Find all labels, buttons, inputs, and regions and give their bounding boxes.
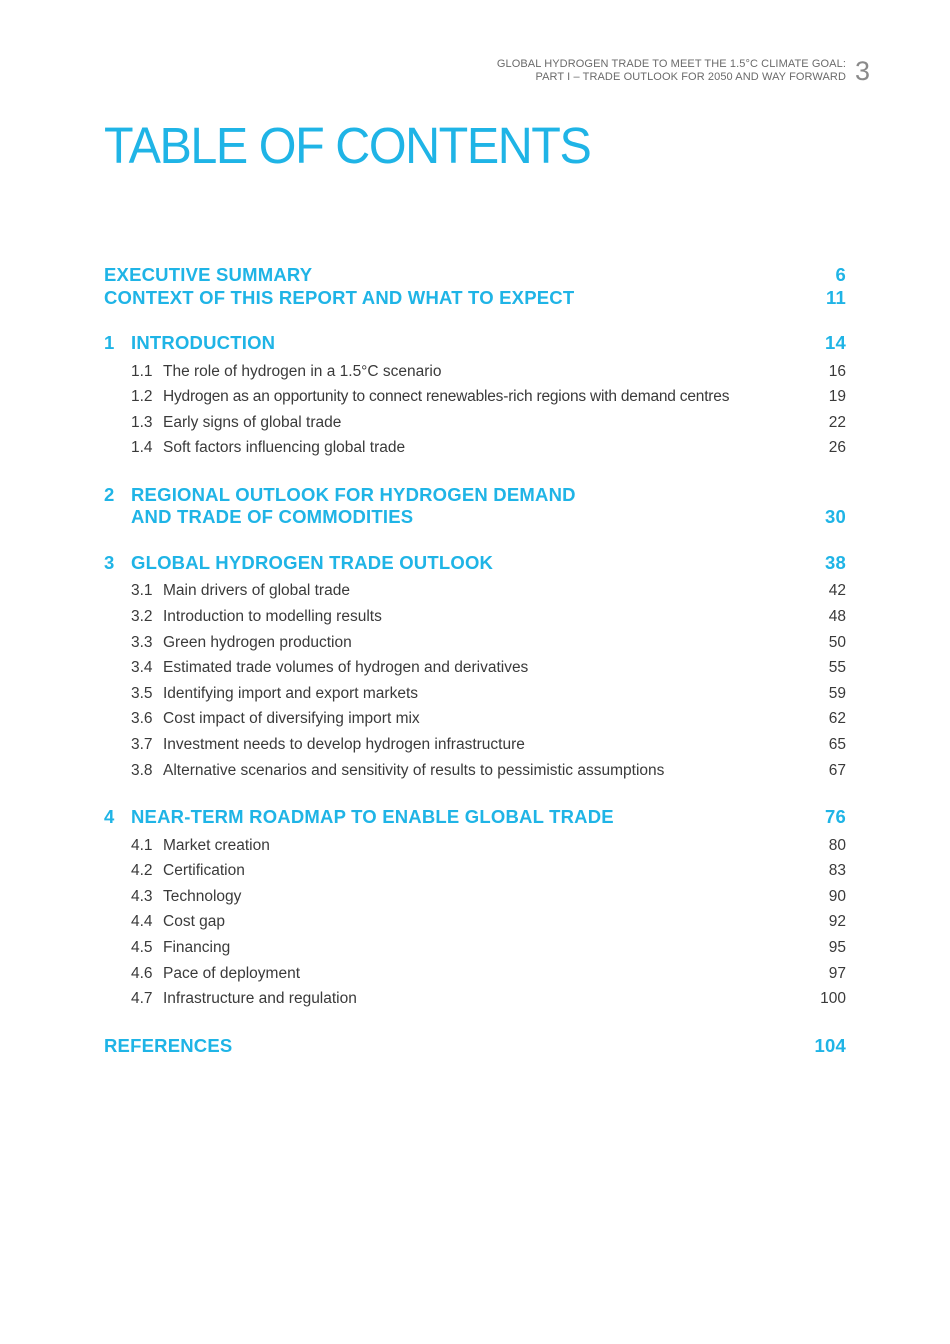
section-page: 16: [828, 362, 846, 380]
page-title: TABLE OF CONTENTS: [104, 117, 591, 174]
toc-section-1-1[interactable]: [104, 359, 846, 385]
section-number: 4.7: [131, 990, 153, 1008]
chapter-number: 1: [104, 332, 115, 353]
toc-section-3-2[interactable]: [104, 604, 846, 630]
section-page: 83: [828, 862, 846, 880]
section-number: 4.5: [131, 939, 153, 956]
section-number: 3.5: [131, 684, 153, 702]
toc-section-4-6[interactable]: [104, 961, 846, 987]
section-number: 3.1: [131, 582, 153, 600]
chapter-page: 30: [825, 506, 846, 528]
toc-chapter-1[interactable]: [104, 332, 846, 355]
section-page: 90: [828, 887, 846, 905]
toc-section-3-7[interactable]: [104, 732, 846, 758]
section-label: Technology: [163, 887, 242, 905]
section-label: Estimated trade volumes of hydrogen and derivatives: [163, 659, 529, 677]
toc-section-4-7[interactable]: [104, 986, 846, 1012]
section-label: The role of hydrogen in a 1.5°C scenario: [163, 362, 442, 380]
toc-entry-context[interactable]: [104, 287, 846, 310]
section-label: Pace of deployment: [163, 964, 301, 982]
section-page: 59: [828, 684, 846, 702]
toc-entry-references[interactable]: [104, 1035, 846, 1058]
section-label: Certification: [163, 862, 245, 880]
chapter-number: 4: [104, 806, 115, 828]
toc-section-3-6[interactable]: [104, 706, 846, 732]
toc-section-4-1[interactable]: [104, 833, 846, 859]
section-label: Main drivers of global trade: [163, 582, 350, 600]
toc-section-3-1[interactable]: [104, 578, 846, 604]
toc-entry-label: EXECUTIVE SUMMARY: [104, 264, 313, 285]
section-number: 4.3: [131, 887, 153, 905]
section-label: Identifying import and export markets: [163, 684, 419, 702]
section-page: 62: [828, 710, 846, 728]
section-page: 92: [828, 913, 846, 931]
section-label: Green hydrogen production: [163, 633, 352, 651]
chapter-label-line1: REGIONAL OUTLOOK FOR HYDROGEN DEMAND: [131, 483, 576, 505]
section-number: 1.4: [131, 439, 153, 457]
section-number: 3.7: [131, 735, 153, 753]
section-page: 50: [828, 633, 846, 651]
table-of-contents: [104, 264, 846, 1057]
toc-section-3-3[interactable]: [104, 630, 846, 656]
section-number: 4.1: [131, 836, 153, 854]
toc-section-4-2[interactable]: [104, 858, 846, 884]
section-number: 1.1: [131, 362, 153, 380]
section-label: Soft factors influencing global trade: [163, 439, 406, 457]
toc-section-1-3[interactable]: [104, 410, 846, 436]
section-page: 19: [828, 388, 846, 406]
section-page: 80: [828, 836, 846, 854]
section-page: 42: [828, 582, 846, 600]
section-number: 3.6: [131, 710, 153, 728]
chapter-page: 38: [825, 551, 846, 573]
section-label: Cost gap: [163, 913, 226, 931]
page-number: 3: [855, 56, 871, 86]
section-number: 4.2: [131, 862, 153, 880]
toc-entry-executive-summary[interactable]: [104, 264, 846, 287]
toc-section-3-5[interactable]: [104, 681, 846, 707]
toc-entry-label: REFERENCES: [104, 1034, 233, 1056]
running-header-line1: GLOBAL HYDROGEN TRADE TO MEET THE 1.5°C CLIMATE GOAL:: [496, 58, 846, 70]
toc-section-1-4[interactable]: [104, 435, 846, 461]
toc-chapter-4[interactable]: [104, 806, 846, 829]
chapter-page: 76: [825, 806, 846, 828]
chapter-number: 3: [104, 551, 115, 573]
section-number: 3.2: [131, 607, 153, 625]
section-label: Early signs of global trade: [163, 413, 342, 431]
chapter-page: 14: [825, 332, 846, 353]
toc-section-4-3[interactable]: [104, 884, 846, 910]
section-number: 1.2: [131, 388, 153, 406]
section-page: 22: [828, 413, 846, 431]
toc-section-4-4[interactable]: [104, 909, 846, 935]
section-page: 55: [828, 659, 846, 677]
running-header-line2: PART I – TRADE OUTLOOK FOR 2050 AND WAY FORWARD: [535, 71, 846, 83]
section-page: 26: [828, 439, 846, 457]
chapter-label: INTRODUCTION: [131, 332, 276, 353]
section-label: Introduction to modelling results: [163, 607, 382, 625]
toc-chapter-2[interactable]: [104, 484, 846, 529]
toc-section-3-4[interactable]: [104, 655, 846, 681]
chapter-label-line2: AND TRADE OF COMMODITIES: [131, 506, 414, 528]
section-label: Infrastructure and regulation: [163, 990, 357, 1008]
toc-entry-page: 104: [814, 1034, 846, 1056]
section-number: 3.4: [131, 659, 153, 677]
toc-section-1-2[interactable]: [104, 384, 846, 410]
toc-section-4-5[interactable]: [104, 935, 846, 961]
section-label: Cost impact of diversifying import mix: [163, 710, 420, 728]
section-page: 97: [828, 964, 846, 982]
toc-chapter-3[interactable]: [104, 552, 846, 575]
section-label: Alternative scenarios and sensitivity of results to pessimistic assumptions: [163, 761, 665, 779]
section-label: Market creation: [163, 836, 270, 854]
section-page: 65: [828, 735, 846, 753]
chapter-label: NEAR-TERM ROADMAP TO ENABLE GLOBAL TRADE: [131, 806, 614, 828]
section-number: 3.8: [131, 761, 153, 779]
section-number: 4.6: [131, 964, 153, 982]
section-page: 95: [828, 939, 846, 956]
running-header: [497, 58, 846, 84]
chapter-label: [131, 484, 815, 529]
chapter-label: GLOBAL HYDROGEN TRADE OUTLOOK: [131, 551, 494, 573]
section-number: 3.3: [131, 633, 153, 651]
toc-section-3-8[interactable]: [104, 758, 846, 784]
section-label: Financing: [163, 939, 231, 956]
toc-entry-page: 11: [826, 286, 846, 308]
chapter-number: 2: [104, 483, 115, 505]
section-page: 100: [820, 990, 846, 1008]
section-number: 1.3: [131, 413, 153, 431]
section-page: 67: [828, 761, 846, 779]
section-page: 48: [828, 607, 846, 625]
section-number: 4.4: [131, 913, 153, 931]
toc-entry-page: 6: [835, 264, 846, 285]
section-label: Investment needs to develop hydrogen infrastructure: [163, 735, 525, 753]
section-label: Hydrogen as an opportunity to connect renewables-rich regions with demand centres: [163, 388, 730, 406]
toc-entry-label: CONTEXT OF THIS REPORT AND WHAT TO EXPECT: [104, 286, 575, 308]
